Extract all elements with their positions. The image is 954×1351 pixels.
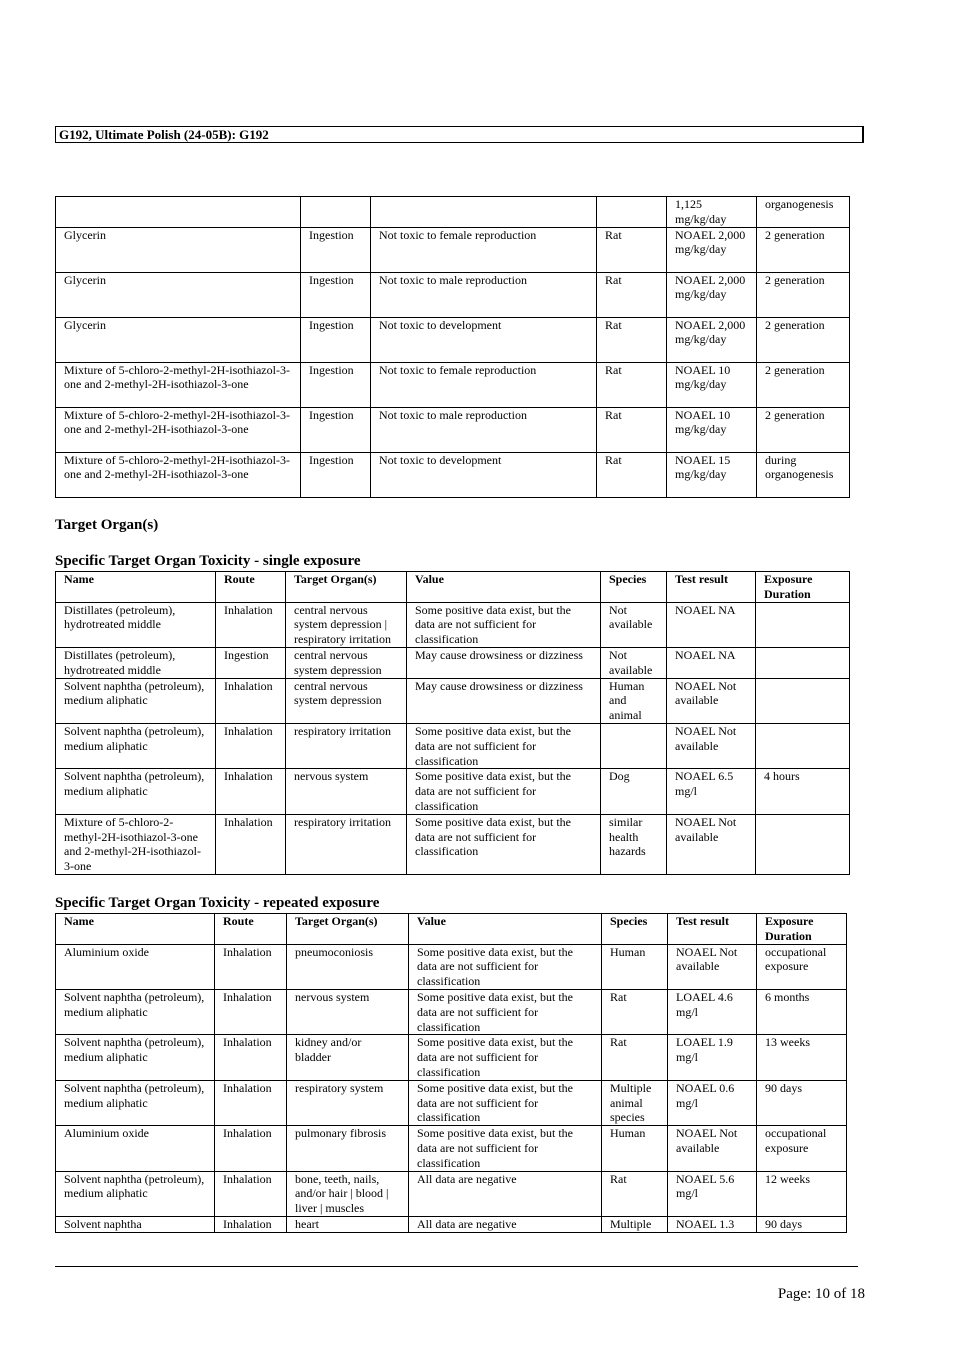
cell-value: All data are negative: [409, 1171, 602, 1216]
cell-route: Ingestion: [301, 407, 371, 452]
cell-species: Rat: [597, 317, 667, 362]
cell-organ: pulmonary fibrosis: [287, 1126, 409, 1171]
cell-value: Some positive data exist, but the data are not sufficient for classification: [409, 1126, 602, 1171]
cell-route: Ingestion: [216, 647, 286, 678]
cell-value: Not toxic to development: [371, 317, 597, 362]
cell-duration: occupational exposure: [757, 1126, 847, 1171]
cell-species: Not available: [601, 647, 667, 678]
cell-name: Distillates (petroleum), hydrotreated middle: [56, 647, 216, 678]
cell-species: Multiple animal species: [602, 1080, 668, 1125]
reproductive-toxicity-table: [55, 196, 850, 498]
cell-route: Inhalation: [215, 1126, 287, 1171]
cell-route: Inhalation: [215, 1216, 287, 1232]
cell-value: Some positive data exist, but the data are not sufficient for classification: [407, 602, 601, 647]
cell-value: Some positive data exist, but the data are not sufficient for classification: [407, 723, 601, 768]
cell-name: Solvent naphtha (petroleum), medium aliphatic: [56, 723, 216, 768]
cell-organ: respiratory system: [287, 1080, 409, 1125]
cell-name: Glycerin: [56, 317, 301, 362]
cell-species: similar health hazards: [601, 814, 667, 874]
cell-result: NOAEL 2,000 mg/kg/day: [667, 272, 757, 317]
document-header: [55, 126, 864, 143]
col-header-target-organs: Target Organ(s): [286, 572, 407, 603]
cell-name: Solvent naphtha (petroleum), medium aliphatic: [56, 678, 216, 723]
reproductive-toxicity-rows: [56, 197, 850, 498]
cell-organ: respiratory irritation: [286, 723, 407, 768]
cell-result: LOAEL 1.9 mg/l: [668, 1035, 757, 1080]
cell-value: Some positive data exist, but the data are not sufficient for classification: [407, 814, 601, 874]
cell-duration: occupational exposure: [757, 944, 847, 989]
cell-species: [597, 197, 667, 228]
cell-name: Mixture of 5-chloro-2-methyl-2H-isothiazol-3-one and 2-methyl-2H-isothiazol-3-one: [56, 407, 301, 452]
cell-route: Inhalation: [216, 814, 286, 874]
cell-duration: [756, 647, 850, 678]
col-header-name: Name: [56, 572, 216, 603]
repeated-exposure-heading: Specific Target Organ Toxicity - repeated exposure: [55, 895, 380, 911]
repeated-exposure-table: [55, 913, 847, 1233]
col-header-target-organs: Target Organ(s): [287, 914, 409, 945]
cell-name: Solvent naphtha (petroleum), medium aliphatic: [56, 769, 216, 814]
cell-name: Solvent naphtha (petroleum), medium aliphatic: [56, 1171, 215, 1216]
cell-result: NOAEL 6.5 mg/l: [667, 769, 756, 814]
cell-route: Ingestion: [301, 362, 371, 407]
cell-result: NOAEL 10 mg/kg/day: [667, 407, 757, 452]
single-exposure-heading: Specific Target Organ Toxicity - single exposure: [55, 553, 361, 569]
cell-organ: nervous system: [286, 769, 407, 814]
cell-name: Mixture of 5-chloro-2-methyl-2H-isothiazol-3-one and 2-methyl-2H-isothiazol-3-one: [56, 814, 216, 874]
cell-organ: bone, teeth, nails, and/or hair | blood | liver | muscles: [287, 1171, 409, 1216]
page-number: Page: 10 of 18: [777, 1286, 865, 1302]
cell-species: Rat: [597, 362, 667, 407]
table-row: [56, 944, 847, 989]
repeated-exposure-header-row: [56, 914, 847, 945]
cell-value: Not toxic to male reproduction: [371, 272, 597, 317]
repeated-exposure-rows: [56, 944, 847, 1232]
cell-name: Solvent naphtha (petroleum), medium aliphatic: [56, 1035, 215, 1080]
cell-duration: [756, 678, 850, 723]
col-header-exposure-duration: Exposure Duration: [756, 572, 850, 603]
cell-value: May cause drowsiness or dizziness: [407, 678, 601, 723]
cell-result: NOAEL 0.6 mg/l: [668, 1080, 757, 1125]
cell-species: Human and animal: [601, 678, 667, 723]
cell-value: Some positive data exist, but the data are not sufficient for classification: [409, 944, 602, 989]
cell-result: LOAEL 4.6 mg/l: [668, 989, 757, 1034]
cell-result: NOAEL 10 mg/kg/day: [667, 362, 757, 407]
cell-value: Not toxic to female reproduction: [371, 227, 597, 272]
col-header-route: Route: [215, 914, 287, 945]
table-row: [56, 452, 850, 497]
cell-value: May cause drowsiness or dizziness: [407, 647, 601, 678]
cell-name: Distillates (petroleum), hydrotreated middle: [56, 602, 216, 647]
cell-species: Human: [602, 944, 668, 989]
cell-name: Glycerin: [56, 227, 301, 272]
single-exposure-table: [55, 571, 850, 875]
cell-name: Glycerin: [56, 272, 301, 317]
cell-species: Rat: [602, 989, 668, 1034]
cell-name: Aluminium oxide: [56, 1126, 215, 1171]
cell-route: Inhalation: [215, 944, 287, 989]
cell-route: Ingestion: [301, 452, 371, 497]
cell-name: [56, 197, 301, 228]
cell-name: Solvent naphtha (petroleum), medium aliphatic: [56, 989, 215, 1034]
cell-result: NOAEL 2,000 mg/kg/day: [667, 227, 757, 272]
cell-value: [371, 197, 597, 228]
cell-name: Mixture of 5-chloro-2-methyl-2H-isothiazol-3-one and 2-methyl-2H-isothiazol-3-one: [56, 362, 301, 407]
cell-name: Solvent naphtha (petroleum), medium aliphatic: [56, 1080, 215, 1125]
cell-value: Some positive data exist, but the data are not sufficient for classification: [409, 989, 602, 1034]
table-row: [56, 814, 850, 874]
table-row: [56, 678, 850, 723]
col-header-value: Value: [407, 572, 601, 603]
cell-result: NOAEL Not available: [668, 944, 757, 989]
cell-route: Inhalation: [216, 678, 286, 723]
col-header-value: Value: [409, 914, 602, 945]
cell-species: Rat: [597, 227, 667, 272]
target-organs-heading: Target Organ(s): [55, 517, 159, 533]
cell-species: Rat: [597, 272, 667, 317]
cell-route: Inhalation: [216, 723, 286, 768]
table-row: [56, 989, 847, 1034]
cell-species: Multiple: [602, 1216, 668, 1232]
cell-duration: 2 generation: [757, 317, 850, 362]
cell-route: Inhalation: [215, 1035, 287, 1080]
cell-species: Not available: [601, 602, 667, 647]
cell-duration: [756, 814, 850, 874]
cell-route: Ingestion: [301, 317, 371, 362]
cell-route: Ingestion: [301, 272, 371, 317]
table-row: [56, 1126, 847, 1171]
cell-duration: 90 days: [757, 1080, 847, 1125]
cell-value: Some positive data exist, but the data are not sufficient for classification: [409, 1035, 602, 1080]
cell-duration: 4 hours: [756, 769, 850, 814]
cell-route: Inhalation: [216, 602, 286, 647]
cell-duration: during organogenesis: [757, 452, 850, 497]
cell-duration: 2 generation: [757, 227, 850, 272]
cell-result: NOAEL NA: [667, 602, 756, 647]
document-title: G192, Ultimate Polish (24-05B): G192: [59, 127, 269, 142]
table-row: [56, 647, 850, 678]
cell-species: Human: [602, 1126, 668, 1171]
cell-duration: [756, 723, 850, 768]
table-row: [56, 723, 850, 768]
table-row: [56, 602, 850, 647]
cell-result: NOAEL 5.6 mg/l: [668, 1171, 757, 1216]
cell-organ: kidney and/or bladder: [287, 1035, 409, 1080]
cell-route: Ingestion: [301, 227, 371, 272]
table-row: [56, 1171, 847, 1216]
cell-duration: 2 generation: [757, 272, 850, 317]
cell-species: Rat: [597, 407, 667, 452]
cell-species: Rat: [597, 452, 667, 497]
cell-species: [601, 723, 667, 768]
cell-organ: heart: [287, 1216, 409, 1232]
col-header-route: Route: [216, 572, 286, 603]
cell-duration: 90 days: [757, 1216, 847, 1232]
table-row: [56, 227, 850, 272]
col-header-species: Species: [602, 914, 668, 945]
single-exposure-header-row: [56, 572, 850, 603]
cell-route: [301, 197, 371, 228]
cell-duration: 2 generation: [757, 407, 850, 452]
table-row: [56, 407, 850, 452]
cell-organ: central nervous system depression: [286, 678, 407, 723]
cell-species: Rat: [602, 1171, 668, 1216]
cell-value: Some positive data exist, but the data are not sufficient for classification: [409, 1080, 602, 1125]
cell-route: Inhalation: [216, 769, 286, 814]
table-row: [56, 1035, 847, 1080]
cell-result: NOAEL 1.3: [668, 1216, 757, 1232]
cell-value: All data are negative: [409, 1216, 602, 1232]
col-header-test-result: Test result: [668, 914, 757, 945]
cell-value: Some positive data exist, but the data are not sufficient for classification: [407, 769, 601, 814]
cell-route: Inhalation: [215, 1080, 287, 1125]
col-header-name: Name: [56, 914, 215, 945]
cell-duration: 6 months: [757, 989, 847, 1034]
footer-divider: [55, 1266, 858, 1267]
table-row: [56, 769, 850, 814]
cell-result: 1,125 mg/kg/day: [667, 197, 757, 228]
cell-name: Solvent naphtha: [56, 1216, 215, 1232]
col-header-test-result: Test result: [667, 572, 756, 603]
cell-organ: central nervous system depression | respiratory irritation: [286, 602, 407, 647]
cell-result: NOAEL 2,000 mg/kg/day: [667, 317, 757, 362]
cell-result: NOAEL NA: [667, 647, 756, 678]
table-row: [56, 1080, 847, 1125]
cell-organ: nervous system: [287, 989, 409, 1034]
cell-result: NOAEL Not available: [667, 723, 756, 768]
col-header-exposure-duration: Exposure Duration: [757, 914, 847, 945]
cell-result: NOAEL Not available: [668, 1126, 757, 1171]
cell-value: Not toxic to male reproduction: [371, 407, 597, 452]
cell-route: Inhalation: [215, 1171, 287, 1216]
table-row: [56, 272, 850, 317]
cell-duration: 13 weeks: [757, 1035, 847, 1080]
cell-route: Inhalation: [215, 989, 287, 1034]
table-row: [56, 317, 850, 362]
cell-duration: 12 weeks: [757, 1171, 847, 1216]
cell-name: Aluminium oxide: [56, 944, 215, 989]
col-header-species: Species: [601, 572, 667, 603]
cell-species: Dog: [601, 769, 667, 814]
table-row: [56, 1216, 847, 1232]
cell-organ: central nervous system depression: [286, 647, 407, 678]
cell-result: NOAEL 15 mg/kg/day: [667, 452, 757, 497]
cell-organ: respiratory irritation: [286, 814, 407, 874]
cell-species: Rat: [602, 1035, 668, 1080]
table-row: [56, 197, 850, 228]
cell-result: NOAEL Not available: [667, 678, 756, 723]
single-exposure-rows: [56, 602, 850, 874]
cell-value: Not toxic to female reproduction: [371, 362, 597, 407]
cell-duration: organogenesis: [757, 197, 850, 228]
cell-result: NOAEL Not available: [667, 814, 756, 874]
cell-value: Not toxic to development: [371, 452, 597, 497]
table-row: [56, 362, 850, 407]
cell-duration: 2 generation: [757, 362, 850, 407]
cell-duration: [756, 602, 850, 647]
cell-name: Mixture of 5-chloro-2-methyl-2H-isothiazol-3-one and 2-methyl-2H-isothiazol-3-one: [56, 452, 301, 497]
cell-organ: pneumoconiosis: [287, 944, 409, 989]
